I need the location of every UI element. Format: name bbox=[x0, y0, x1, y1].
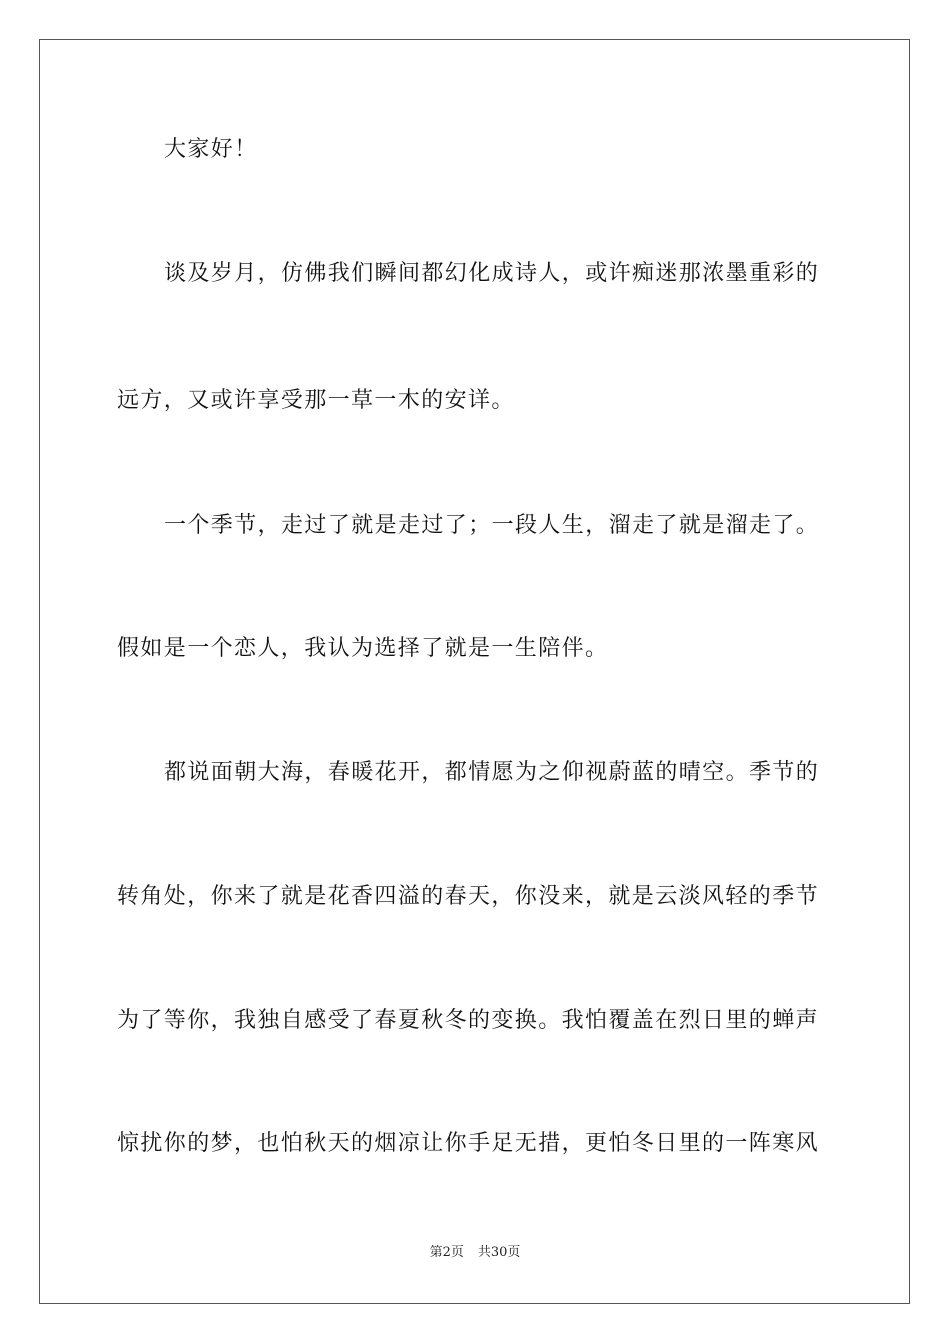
paragraph-1-line-2: 远方，又或许享受那一草一木的安详。 bbox=[117, 388, 515, 413]
greeting-line: 大家好！ bbox=[164, 137, 258, 162]
paragraph-3-line-3: 为了等你，我独自感受了春夏秋冬的变换。我怕覆盖在烈日里的蝉声 bbox=[117, 1008, 820, 1033]
page-number: 第2页 bbox=[429, 1245, 464, 1260]
page-footer bbox=[0, 1244, 950, 1262]
paragraph-2-line-2: 假如是一个恋人，我认为选择了就是一生陪伴。 bbox=[117, 636, 609, 661]
paragraph-3-line-4: 惊扰你的梦，也怕秋天的烟凉让你手足无措，更怕冬日里的一阵寒风 bbox=[117, 1131, 820, 1156]
paragraph-2-line-1: 一个季节，走过了就是走过了；一段人生，溜走了就是溜走了。 bbox=[164, 513, 820, 538]
total-pages: 共30页 bbox=[477, 1245, 521, 1260]
paragraph-1-line-1: 谈及岁月，仿佛我们瞬间都幻化成诗人，或许痴迷那浓墨重彩的 bbox=[164, 261, 820, 286]
page-border bbox=[39, 39, 910, 1304]
paragraph-3-line-2: 转角处，你来了就是花香四溢的春天，你没来，就是云淡风轻的季节 bbox=[117, 884, 820, 909]
paragraph-3-line-1: 都说面朝大海，春暖花开，都情愿为之仰视蔚蓝的晴空。季节的 bbox=[164, 760, 820, 785]
